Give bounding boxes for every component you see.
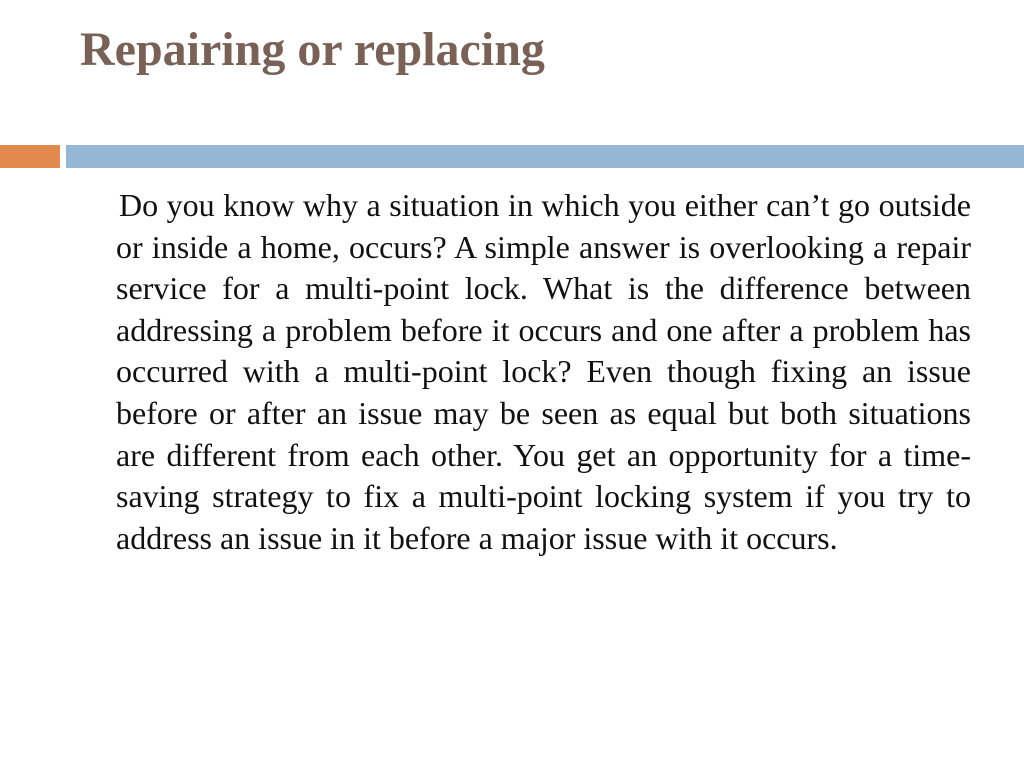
accent-bar-blue — [66, 145, 1024, 168]
slide-body-text: Do you know why a situation in which you either can’t go outside or inside a home, occurs? A simple answer is overlooking a repair service for a multi-point lock. What is the difference between addressing a problem before it occurs and one after a problem has occurred with a multi-point lock? Even though fixing an issue before or after an issue may be seen as equal but both situations are different from each other. You get an opportunity for a time-saving strategy to fix a multi-point locking system if you try to address an issue in it before a major issue with it occurs. — [116, 187, 971, 556]
slide-title: Repairing or replacing — [80, 23, 545, 76]
accent-bar-orange — [0, 145, 60, 168]
